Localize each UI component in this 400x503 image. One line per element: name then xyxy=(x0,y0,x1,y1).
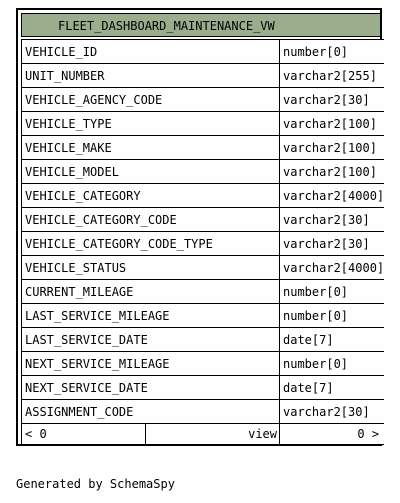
column-row[interactable] xyxy=(21,375,384,399)
column-type: date[7] xyxy=(279,375,384,399)
children-count[interactable]: 0 > xyxy=(279,423,384,445)
column-name[interactable]: UNIT_NUMBER xyxy=(21,63,280,87)
column-row[interactable] xyxy=(21,207,384,231)
entity-title: FLEET_DASHBOARD_MAINTENANCE_VW xyxy=(58,19,275,33)
column-type: varchar2[100] xyxy=(279,159,384,183)
column-name[interactable]: VEHICLE_CATEGORY xyxy=(21,183,280,207)
generator-caption: Generated by SchemaSpy xyxy=(16,477,175,491)
column-type: varchar2[4000] xyxy=(279,183,384,207)
column-row[interactable] xyxy=(21,111,384,135)
column-list xyxy=(21,39,384,447)
column-type: varchar2[30] xyxy=(279,231,384,255)
column-type: number[0] xyxy=(279,279,384,303)
column-name[interactable]: VEHICLE_CATEGORY_CODE_TYPE xyxy=(21,231,280,255)
column-row[interactable] xyxy=(21,351,384,375)
column-name[interactable]: ASSIGNMENT_CODE xyxy=(21,399,280,423)
column-name[interactable]: VEHICLE_AGENCY_CODE xyxy=(21,87,280,111)
entity-kind: view xyxy=(145,423,280,445)
column-type: number[0] xyxy=(279,39,384,63)
column-type: varchar2[30] xyxy=(279,399,384,423)
entity-box xyxy=(16,8,382,446)
column-type: varchar2[100] xyxy=(279,111,384,135)
column-row[interactable] xyxy=(21,87,384,111)
column-row[interactable] xyxy=(21,183,384,207)
column-name[interactable]: LAST_SERVICE_DATE xyxy=(21,327,280,351)
column-name[interactable]: NEXT_SERVICE_MILEAGE xyxy=(21,351,280,375)
column-type: date[7] xyxy=(279,327,384,351)
column-type: varchar2[255] xyxy=(279,63,384,87)
column-row[interactable] xyxy=(21,279,384,303)
column-type: number[0] xyxy=(279,351,384,375)
column-name[interactable]: CURRENT_MILEAGE xyxy=(21,279,280,303)
column-row[interactable] xyxy=(21,327,384,351)
column-type: varchar2[4000] xyxy=(279,255,384,279)
column-row[interactable] xyxy=(21,135,384,159)
column-name[interactable]: VEHICLE_STATUS xyxy=(21,255,280,279)
column-name[interactable]: VEHICLE_MODEL xyxy=(21,159,280,183)
column-row[interactable] xyxy=(21,39,384,63)
column-row[interactable] xyxy=(21,231,384,255)
column-row[interactable] xyxy=(21,399,384,423)
column-name[interactable]: LAST_SERVICE_MILEAGE xyxy=(21,303,280,327)
column-name[interactable]: VEHICLE_TYPE xyxy=(21,111,280,135)
column-name[interactable]: VEHICLE_CATEGORY_CODE xyxy=(21,207,280,231)
column-type: varchar2[100] xyxy=(279,135,384,159)
column-row[interactable] xyxy=(21,255,384,279)
column-row[interactable] xyxy=(21,303,384,327)
parents-count[interactable]: < 0 xyxy=(21,423,146,445)
entity-header[interactable] xyxy=(21,13,381,37)
column-row[interactable] xyxy=(21,63,384,87)
entity-footer xyxy=(21,423,384,445)
column-type: varchar2[30] xyxy=(279,207,384,231)
column-type: number[0] xyxy=(279,303,384,327)
column-name[interactable]: VEHICLE_ID xyxy=(21,39,280,63)
column-row[interactable] xyxy=(21,159,384,183)
column-type: varchar2[30] xyxy=(279,87,384,111)
column-name[interactable]: VEHICLE_MAKE xyxy=(21,135,280,159)
column-name[interactable]: NEXT_SERVICE_DATE xyxy=(21,375,280,399)
